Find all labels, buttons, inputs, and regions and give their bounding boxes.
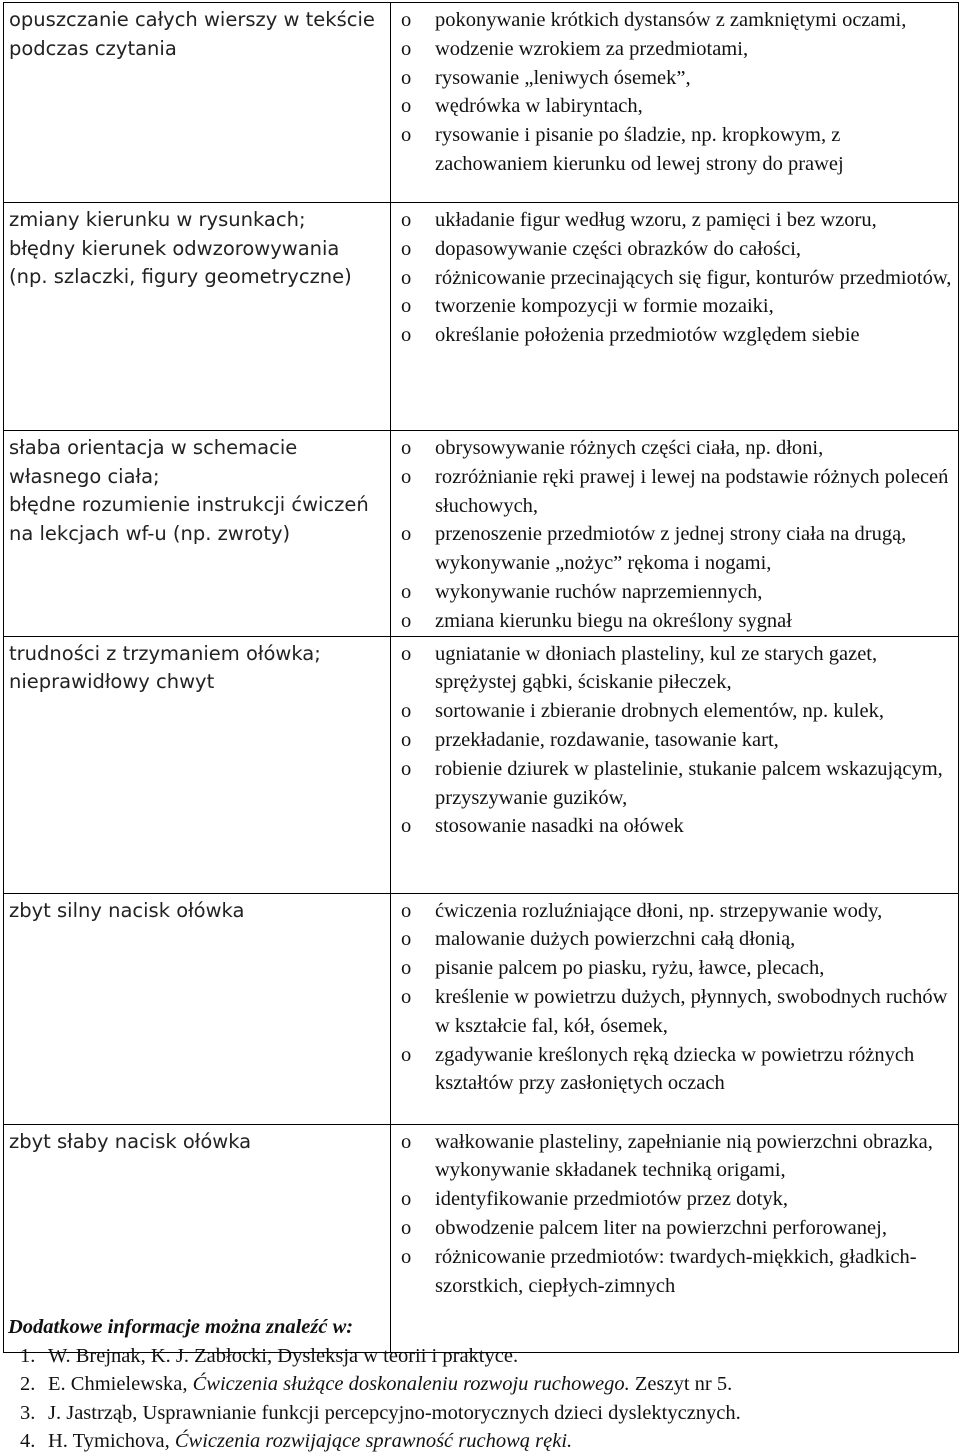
problem-line: zbyt silny nacisk ołówka bbox=[9, 898, 245, 922]
list-item bbox=[391, 235, 954, 264]
references-list bbox=[8, 1342, 956, 1456]
list-item bbox=[391, 92, 954, 121]
list-item bbox=[391, 1243, 954, 1301]
list-item bbox=[391, 640, 954, 698]
exercise-text: zgadywanie kreślonych ręką dziecka w powietrzu różnych kształtów przy zasłoniętych oczach bbox=[435, 1043, 915, 1095]
reference-title: Usprawnianie funkcji percepcyjno-motorycznych dzieci dyslektycznych. bbox=[142, 1401, 741, 1424]
exercise-text: przekładanie, rozdawanie, tasowanie kart, bbox=[435, 728, 779, 751]
exercise-text: pokonywanie krótkich dystansów z zamkniętymi oczami, bbox=[435, 9, 907, 31]
exercises-table bbox=[3, 2, 959, 1353]
bullet-icon: o bbox=[401, 266, 412, 289]
exercise-text: malowanie dużych powierzchni całą dłonią, bbox=[435, 928, 796, 951]
exercise-text: stosowanie nasadki na ołówek bbox=[435, 815, 684, 838]
reference-item bbox=[8, 1399, 956, 1428]
bullet-icon: o bbox=[401, 295, 412, 318]
problem-line: na lekcjach wf-u (np. zwroty) bbox=[9, 521, 291, 545]
exercise-text: wykonywanie ruchów naprzemiennych, bbox=[435, 580, 763, 603]
bullet-icon: o bbox=[401, 437, 412, 459]
exercise-text: przenoszenie przedmiotów z jednej strony ciała na drugą, wykonywanie „nożyc” rękoma i nogami, bbox=[435, 523, 907, 575]
list-item bbox=[391, 726, 954, 755]
bullet-icon: o bbox=[401, 985, 412, 1008]
bullet-icon: o bbox=[401, 324, 412, 347]
list-item bbox=[391, 897, 954, 926]
exercises-cell bbox=[391, 431, 959, 637]
reference-tail: Zeszyt nr 5. bbox=[629, 1373, 733, 1396]
bullet-icon: o bbox=[401, 66, 412, 89]
list-item bbox=[391, 812, 954, 841]
bullet-icon: o bbox=[401, 928, 412, 951]
reference-title: Dysleksja w teorii i praktyce. bbox=[277, 1344, 519, 1367]
exercises-cell bbox=[391, 203, 959, 431]
list-item bbox=[391, 697, 954, 726]
bullet-icon: o bbox=[401, 95, 412, 118]
bullet-icon: o bbox=[401, 1130, 412, 1153]
bullet-icon: o bbox=[401, 728, 412, 751]
exercise-text: różnicowanie przecinających się figur, konturów przedmiotów, bbox=[435, 266, 952, 289]
bullet-icon: o bbox=[401, 1216, 412, 1239]
exercises-cell bbox=[391, 636, 959, 893]
exercise-text: ugniatanie w dłoniach plasteliny, kul ze starych gazet, sprężystej gąbki, ściskanie piłeczek, bbox=[435, 642, 878, 694]
list-item bbox=[391, 1214, 954, 1243]
problem-line: słaba orientacja w schemacie bbox=[9, 436, 298, 459]
exercise-text: różnicowanie przedmiotów: twardych-miękkich, gładkich-szorstkich, ciepłych-zimnych bbox=[435, 1245, 917, 1297]
table-row bbox=[4, 431, 959, 637]
bullet-icon: o bbox=[401, 1245, 412, 1268]
reference-item bbox=[8, 1370, 956, 1399]
additional-info-heading: Dodatkowe informacje można znaleźć w: bbox=[8, 1316, 354, 1338]
bullet-icon: o bbox=[401, 642, 412, 665]
exercise-text: wędrówka w labiryntach, bbox=[435, 95, 643, 118]
reference-item bbox=[8, 1342, 956, 1371]
list-item bbox=[391, 578, 954, 607]
table-row bbox=[4, 203, 959, 431]
reference-number: 4. bbox=[20, 1430, 36, 1453]
list-item bbox=[391, 64, 954, 93]
bullet-icon: o bbox=[401, 237, 412, 260]
reference-item bbox=[8, 1427, 956, 1456]
exercise-text: układanie figur według wzoru, z pamięci i bez wzoru, bbox=[435, 209, 877, 231]
problem-cell bbox=[4, 431, 391, 637]
list-item bbox=[391, 1128, 954, 1186]
exercise-text: obwodzenie palcem liter na powierzchni perforowanej, bbox=[435, 1216, 887, 1239]
exercise-text: rysowanie „leniwych ósemek”, bbox=[435, 66, 691, 89]
problem-cell bbox=[4, 893, 391, 1124]
bullet-icon: o bbox=[401, 815, 412, 838]
exercise-text: kreślenie w powietrzu dużych, płynnych, swobodnych ruchów w kształcie fal, kół, ósemek, bbox=[435, 985, 948, 1037]
list-item bbox=[391, 607, 954, 636]
list-item bbox=[391, 321, 954, 350]
list-item bbox=[391, 463, 954, 521]
list-item bbox=[391, 755, 954, 813]
list-item bbox=[391, 520, 954, 578]
list-item bbox=[391, 954, 954, 983]
list-item bbox=[391, 434, 954, 463]
exercise-list bbox=[391, 1125, 958, 1301]
list-item bbox=[391, 925, 954, 954]
bullet-icon: o bbox=[401, 957, 412, 980]
exercise-text: dopasowywanie części obrazków do całości, bbox=[435, 237, 802, 260]
bullet-icon: o bbox=[401, 124, 412, 147]
problem-line: nieprawidłowy chwyt bbox=[9, 670, 215, 694]
reference-number: 3. bbox=[20, 1401, 36, 1424]
exercise-text: rysowanie i pisanie po śladzie, np. kropkowym, z zachowaniem kierunku od lewej strony do prawej bbox=[435, 124, 844, 175]
bullet-icon: o bbox=[401, 580, 412, 603]
list-item bbox=[391, 35, 954, 64]
bullet-icon: o bbox=[401, 465, 412, 488]
table-row bbox=[4, 893, 959, 1124]
problem-line: własnego ciała; bbox=[9, 464, 160, 488]
exercise-list bbox=[391, 431, 958, 636]
exercises-cell bbox=[391, 893, 959, 1124]
reference-author: J. Jastrząb, bbox=[48, 1401, 143, 1424]
list-item bbox=[391, 1185, 954, 1214]
list-item bbox=[391, 292, 954, 321]
exercise-text: tworzenie kompozycji w formie mozaiki, bbox=[435, 295, 774, 318]
exercise-text: sortowanie i zbieranie drobnych elementów, np. kulek, bbox=[435, 700, 884, 723]
bullet-icon: o bbox=[401, 37, 412, 60]
exercise-text: ćwiczenia rozluźniające dłoni, np. strzepywanie wody, bbox=[435, 899, 883, 922]
exercise-text: zmiana kierunku biegu na określony sygnał bbox=[435, 609, 792, 632]
additional-info bbox=[8, 1313, 956, 1456]
bullet-icon: o bbox=[401, 609, 412, 632]
bullet-icon: o bbox=[401, 1188, 412, 1211]
bullet-icon: o bbox=[401, 1043, 412, 1066]
problem-line: błędny kierunek odwzorowywania bbox=[9, 236, 340, 260]
problem-line: błędne rozumienie instrukcji ćwiczeń bbox=[9, 493, 369, 516]
list-item bbox=[391, 121, 954, 179]
bullet-icon: o bbox=[401, 899, 412, 922]
reference-author: W. Brejnak, K. J. Zabłocki, bbox=[48, 1344, 278, 1367]
reference-author: H. Tymichova, bbox=[48, 1430, 175, 1453]
exercise-list bbox=[391, 203, 958, 350]
exercise-text: obrysowywanie różnych części ciała, np. dłoni, bbox=[435, 437, 824, 459]
reference-author: E. Chmielewska, bbox=[48, 1373, 193, 1396]
exercise-list bbox=[391, 894, 958, 1099]
problem-line: (np. szlaczki, figury geometryczne) bbox=[9, 265, 352, 288]
exercise-text: wałkowanie plasteliny, zapełnianie nią powierzchni obrazka, wykonywanie składanek techniką origami, bbox=[435, 1130, 933, 1182]
exercise-text: rozróżnianie ręki prawej i lewej na podstawie różnych poleceń słuchowych, bbox=[435, 465, 949, 517]
problem-cell bbox=[4, 636, 391, 893]
problem-line: opuszczanie całych wierszy w tekście bbox=[9, 8, 375, 31]
problem-cell bbox=[4, 3, 391, 203]
reference-number: 2. bbox=[20, 1373, 36, 1396]
problem-line: zbyt słaby nacisk ołówka bbox=[9, 1129, 252, 1153]
exercise-list bbox=[391, 3, 958, 179]
exercise-text: pisanie palcem po piasku, ryżu, ławce, plecach, bbox=[435, 957, 825, 980]
reference-number: 1. bbox=[20, 1344, 36, 1367]
exercise-text: wodzenie wzrokiem za przedmiotami, bbox=[435, 37, 749, 60]
problem-line: zmiany kierunku w rysunkach; bbox=[9, 208, 306, 231]
exercises-cell bbox=[391, 3, 959, 203]
list-item bbox=[391, 983, 954, 1041]
reference-title: Ćwiczenia rozwijające sprawność ruchową ręki. bbox=[174, 1430, 573, 1453]
bullet-icon: o bbox=[401, 209, 412, 231]
exercise-text: robienie dziurek w plastelinie, stukanie palcem wskazującym, przyszywanie guzików, bbox=[435, 757, 943, 809]
problem-line: trudności z trzymaniem ołówka; bbox=[9, 641, 321, 665]
bullet-icon: o bbox=[401, 523, 412, 546]
table-row bbox=[4, 3, 959, 203]
exercise-text: określanie położenia przedmiotów względem siebie bbox=[435, 324, 860, 347]
list-item bbox=[391, 264, 954, 293]
reference-title: Ćwiczenia służące doskonaleniu rozwoju ruchowego. bbox=[192, 1373, 630, 1396]
list-item bbox=[391, 1041, 954, 1099]
list-item bbox=[391, 206, 954, 235]
exercise-text: identyfikowanie przedmiotów przez dotyk, bbox=[435, 1188, 788, 1211]
table-row bbox=[4, 636, 959, 893]
bullet-icon: o bbox=[401, 700, 412, 723]
list-item bbox=[391, 6, 954, 35]
exercise-list bbox=[391, 637, 958, 842]
bullet-icon: o bbox=[401, 9, 412, 31]
bullet-icon: o bbox=[401, 757, 412, 780]
problem-cell bbox=[4, 203, 391, 431]
problem-line: podczas czytania bbox=[9, 36, 177, 60]
